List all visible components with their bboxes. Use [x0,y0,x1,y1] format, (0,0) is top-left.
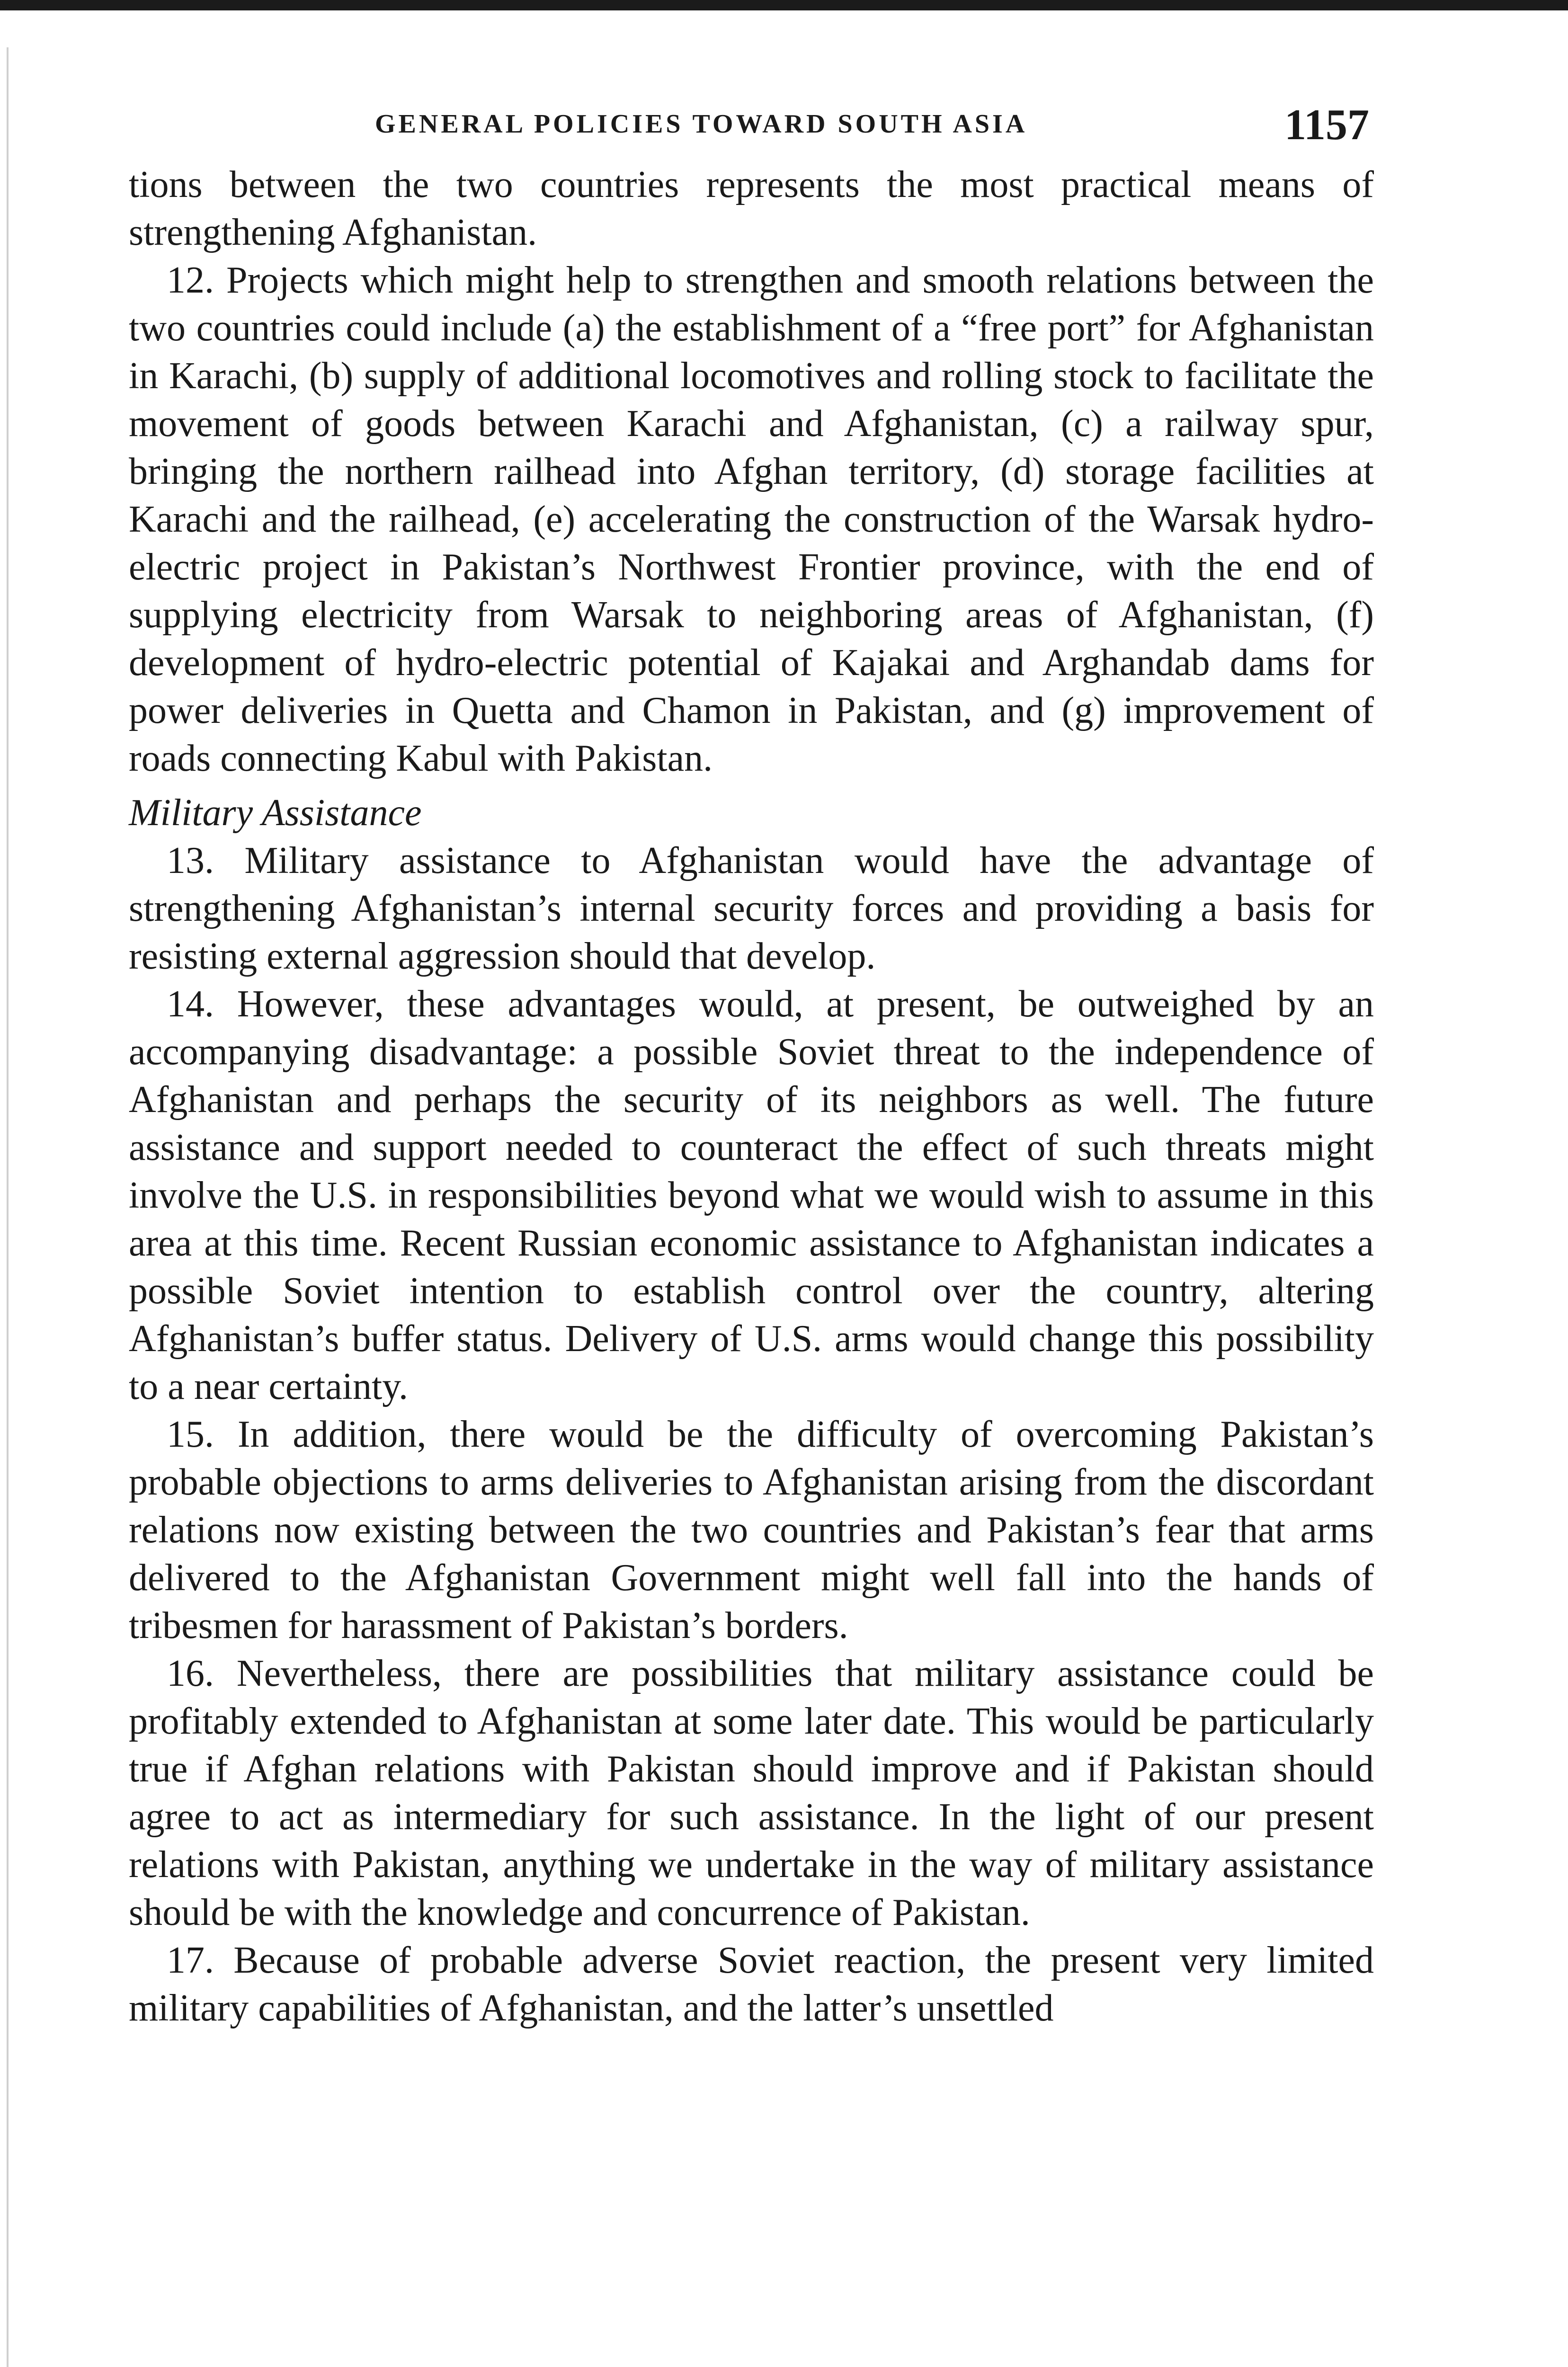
page-header [129,90,1374,161]
paragraph-17: 17. Because of probable adverse Soviet reaction, the present very limited military capabilities of Afghanistan, and the latter’s unsettled [129,1940,1374,2029]
paragraph-continuation: tions between the two countries represents the most practical means of strengthening Afghanistan. [129,164,1374,253]
section-heading: Military Assistance [129,792,422,834]
left-edge-rule [7,47,9,2367]
book-page [129,90,1374,2032]
body-text [129,161,1374,2032]
running-head: GENERAL POLICIES TOWARD SOUTH ASIA [375,109,1028,139]
page-number: 1157 [1284,100,1369,149]
paragraph-14: 14. However, these advantages would, at present, be outweighed by an accompanying disadvantage: a possible Soviet threat to the independence of Afghanistan and perhaps the security of its neighbors as well. The future assistance and support needed to counteract the effect of such threats might involve the U.S. in responsibilities beyond what we would wish to assume in this area at this time. Recent Russian economic assistance to Afghanistan indicates a possible Soviet intention to establish control over the country, altering Afghanistan’s buffer status. Delivery of U.S. arms would change this possibility to a near certainty. [129,983,1374,1407]
paragraph-12: 12. Projects which might help to strengthen and smooth relations between the two countries could include (a) the establishment of a “free port” for Afghanistan in Karachi, (b) supply of additional locomotives and rolling stock to facilitate the movement of goods between Karachi and Afghanistan, (c) a railway spur, bringing the northern railhead into Afghan territory, (d) storage facilities at Karachi and the railhead, (e) accelerating the construction of the Warsak hydro-electric project in Pakistan’s Northwest Frontier province, with the end of supplying electricity from Warsak to neighboring areas of Afghanistan, (f) development of hydro-electric potential of Kajakai and Arghandab dams for power deliveries in Quetta and Chamon in Pakistan, and (g) improvement of roads connecting Kabul with Pakistan. [129,259,1374,779]
paragraph-15: 15. In addition, there would be the difficulty of overcoming Pakistan’s probable objections to arms deliveries to Afghanistan arising from the discordant relations now existing between the two countries and Pakistan’s fear that arms delivered to the Afghanistan Government might well fall into the hands of tribesmen for harassment of Pakistan’s borders. [129,1414,1374,1646]
paragraph-13: 13. Military assistance to Afghanistan would have the advantage of strengthening Afghanistan’s internal security forces and providing a basis for resisting external aggression should that develop. [129,840,1374,977]
paragraph-16: 16. Nevertheless, there are possibilities that military assistance could be profitably extended to Afghanistan at some later date. This would be particularly true if Afghan relations with Pakistan should improve and if Pakistan should agree to act as intermediary for such assistance. In the light of our present relations with Pakistan, anything we undertake in the way of military assistance should be with the knowledge and concurrence of Pakistan. [129,1653,1374,1933]
top-border-rule [0,0,1568,10]
